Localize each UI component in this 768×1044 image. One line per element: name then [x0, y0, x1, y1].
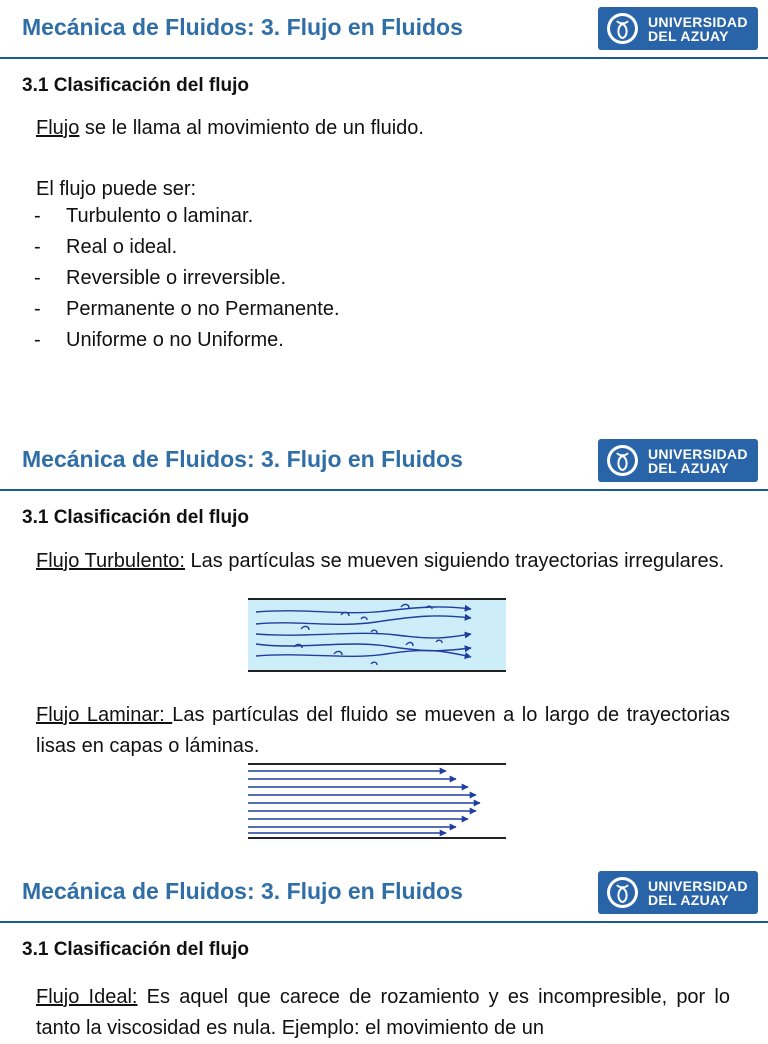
bullet: -	[34, 267, 41, 289]
slide-header	[0, 864, 768, 922]
laminar-paragraph	[36, 700, 730, 762]
turbulent-text: Las partículas se mueven siguiendo trayectorias irregulares.	[184, 550, 725, 572]
list-item: - Uniforme o no Uniforme.	[34, 325, 340, 356]
header-title: Mecánica de Fluidos: 3. Flujo en Fluidos	[22, 446, 463, 472]
logo-text-line2: DEL AZUAY	[648, 460, 729, 476]
ideal-paragraph	[36, 982, 730, 1044]
slide-header	[0, 0, 768, 58]
slide-2	[0, 432, 768, 864]
laminar-text: Las partículas del fluido se mueven a lo largo de trayectorias lisas en capas o láminas.	[36, 704, 730, 757]
header-title: Mecánica de Fluidos: 3. Flujo en Fluidos	[22, 878, 463, 904]
bullet: -	[34, 329, 41, 351]
list-intro: El flujo puede ser:	[36, 178, 197, 200]
section-title: 3.1 Clasificación del flujo	[22, 507, 250, 528]
turbulent-flow-figure	[246, 594, 508, 676]
slide-header	[0, 432, 768, 490]
laminar-term: Flujo Laminar:	[36, 704, 173, 726]
section-title: 3.1 Clasificación del flujo	[22, 939, 250, 960]
flow-types-list	[34, 201, 340, 356]
logo-text-line1: UNIVERSIDAD	[648, 878, 748, 894]
logo-text-line2: DEL AZUAY	[648, 892, 729, 908]
university-logo	[598, 7, 758, 50]
bullet: -	[34, 205, 41, 227]
definition-paragraph	[36, 113, 424, 144]
bullet: -	[34, 298, 41, 320]
definition-text: se le llama al movimiento de un fluido.	[79, 117, 424, 139]
university-logo	[598, 871, 758, 914]
list-item: - Real o ideal.	[34, 232, 340, 263]
header-title: Mecánica de Fluidos: 3. Flujo en Fluidos	[22, 14, 463, 40]
list-item: - Reversible o irreversible.	[34, 263, 340, 294]
university-emblem-icon	[606, 444, 639, 477]
university-emblem-icon	[606, 12, 639, 45]
list-item: - Turbulento o laminar.	[34, 201, 340, 232]
header-divider	[0, 489, 768, 491]
header-divider	[0, 57, 768, 59]
header-divider	[0, 921, 768, 923]
section-title: 3.1 Clasificación del flujo	[22, 75, 250, 96]
university-logo	[598, 439, 758, 482]
laminar-flow-figure	[246, 760, 508, 842]
ideal-term: Flujo Ideal:	[36, 986, 138, 1008]
list-item: - Permanente o no Permanente.	[34, 294, 340, 325]
slide-3	[0, 864, 768, 1039]
logo-text-line1: UNIVERSIDAD	[648, 14, 748, 30]
turbulent-term: Flujo Turbulento:	[36, 550, 185, 572]
logo-text-line1: UNIVERSIDAD	[648, 446, 748, 462]
turbulent-paragraph	[36, 546, 730, 577]
logo-text-line2: DEL AZUAY	[648, 28, 729, 44]
university-emblem-icon	[606, 876, 639, 909]
slide-1	[0, 0, 768, 432]
ideal-text: Es aquel que carece de rozamiento y es incompresible, por lo tanto la viscosidad es nula. Ejemplo: el movimiento de un	[36, 986, 730, 1039]
definition-term: Flujo	[36, 117, 80, 139]
bullet: -	[34, 236, 41, 258]
